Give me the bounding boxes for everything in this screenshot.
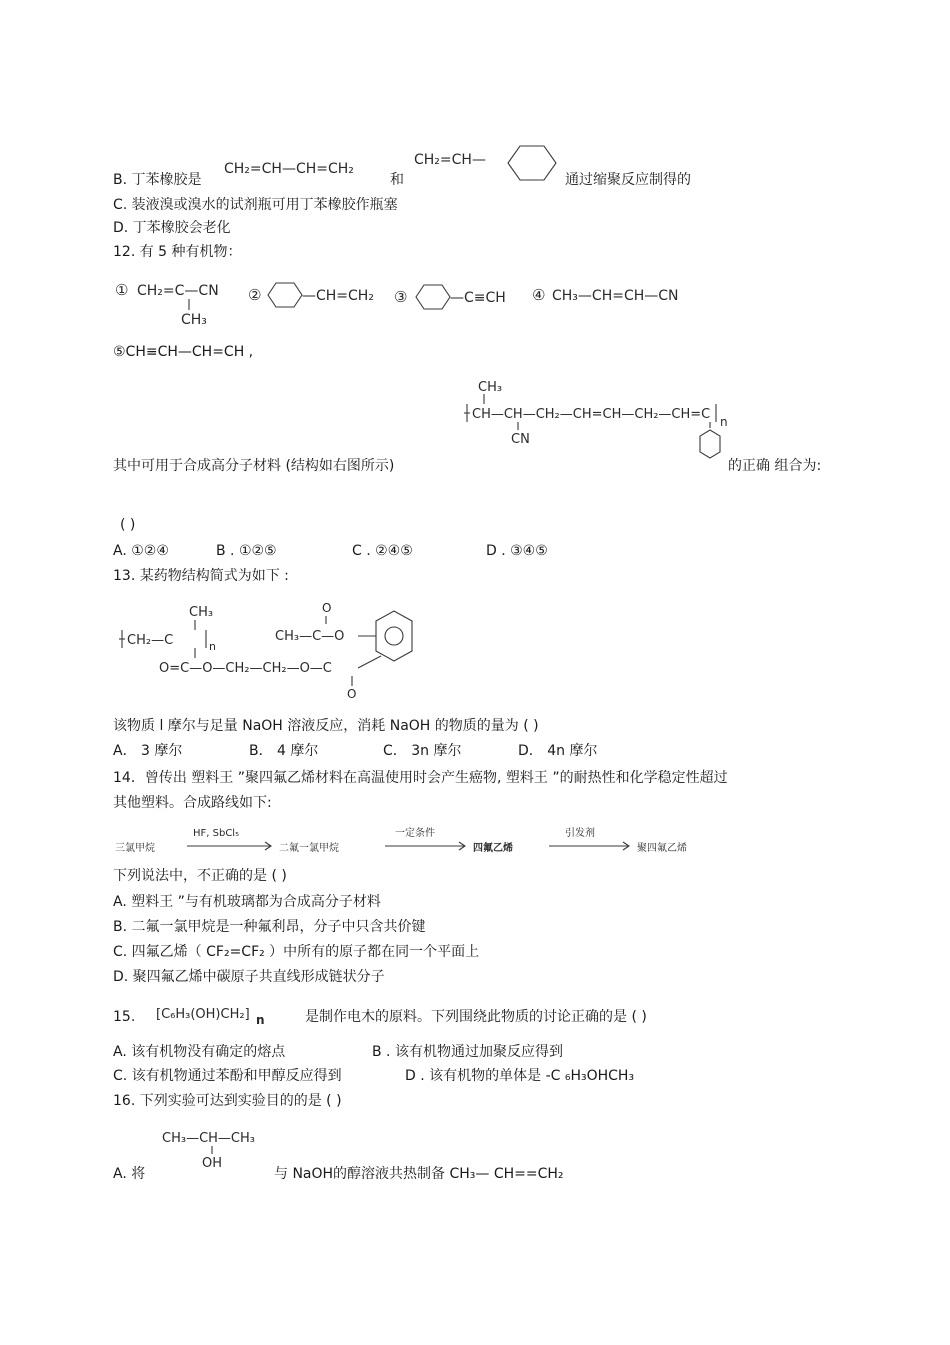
benzene-ring-icon xyxy=(700,430,720,458)
drug-subscript-n: n xyxy=(209,640,216,653)
aromatic-circle xyxy=(385,627,403,645)
route-difluorochloromethane: 二氟一氯甲烷 xyxy=(279,843,339,854)
drug-acetyl-group: CH₃—C—O xyxy=(275,629,345,644)
q14-option-a: A. 塑料王 ”与有机玻璃都为合成高分子材料 xyxy=(113,894,381,910)
q13-option-b: B． 4 摩尔 xyxy=(249,743,319,759)
butadiene-structure xyxy=(222,150,392,184)
styrene-structure xyxy=(412,140,562,186)
compound-5: ⑤CH≡CH—CH=CH , xyxy=(113,344,254,360)
compound-1-formula: CH₂=C—CN xyxy=(137,283,219,299)
compound-3-number: ③ xyxy=(394,288,408,306)
compound-4-number: ④ xyxy=(532,286,546,304)
drug-methyl: CH₃ xyxy=(189,605,214,620)
drug-ester-chain: O=C—O—CH₂—CH₂—O—C xyxy=(159,661,332,676)
q12-question-tail: 的正确 组合为: xyxy=(728,458,822,474)
q13-option-a: A． 3 摩尔 xyxy=(113,743,183,759)
ester-oxygen: O xyxy=(347,687,357,701)
q14-stem-line2: 其他塑料。合成路线如下: xyxy=(113,795,272,811)
q13-stem: 13. 某药物结构简式为如下 : xyxy=(113,568,289,584)
route-condition-2: 一定条件 xyxy=(395,828,435,839)
q14-option-c: C. 四氟乙烯（ CF₂=CF₂ ）中所有的原子都在同一个平面上 xyxy=(113,944,480,960)
q11-and: 和 xyxy=(390,172,404,188)
acetyl-oxygen: O xyxy=(322,601,332,615)
route-trichloromethane: 三氯甲烷 xyxy=(115,843,155,854)
q11-option-c: C. 装液溴或溴水的试剂瓶可用丁苯橡胶作瓶塞 xyxy=(113,197,398,213)
q14-question: 下列说法中，不正确的是 ( ) xyxy=(113,868,287,884)
route-condition-1: HF, SbCl₅ xyxy=(193,828,240,839)
q12-option-a: A. ①②④ xyxy=(113,543,169,559)
q13-option-d: D． 4n 摩尔 xyxy=(518,743,598,759)
route-ptfe: 聚四氟乙烯 xyxy=(637,843,687,854)
q14-option-d: D. 聚四氟乙烯中碳原子共直线形成链状分子 xyxy=(113,969,385,985)
synthesis-route xyxy=(113,822,723,860)
q12-option-c: C . ②④⑤ xyxy=(352,543,413,559)
q12-option-d: D . ③④⑤ xyxy=(486,543,548,559)
benzene-ring-icon xyxy=(268,283,302,307)
q16-option-a-prefix: A. 将 xyxy=(113,1166,146,1182)
compound-2-number: ② xyxy=(248,286,262,304)
q13-question: 该物质 l 摩尔与足量 NaOH 溶液反应，消耗 NaOH 的物质的量为 ( ) xyxy=(113,718,539,734)
bakelite-repeat-unit: [C₆H₃(OH)CH₂] xyxy=(156,1007,250,1022)
compound-2-vinyl: —CH=CH₂ xyxy=(302,288,374,304)
polymer-subscript-n: n xyxy=(720,415,728,429)
q12-answer-bracket: ( ) xyxy=(120,517,136,533)
q15-option-d: D . 该有机物的单体是 -C ₆H₃OHCH₃ xyxy=(405,1068,635,1084)
benzene-ring-icon xyxy=(416,285,450,309)
benzene-ring-icon xyxy=(376,611,412,661)
polymer-main-chain: CH—CH—CH₂—CH=CH—CH₂—CH=C xyxy=(472,407,711,422)
drug-structure xyxy=(113,596,423,706)
q15-option-b: B . 该有机物通过加聚反应得到 xyxy=(372,1044,563,1060)
q12-option-b: B . ①②⑤ xyxy=(216,543,277,559)
compound-4-formula: CH₃—CH=CH—CN xyxy=(552,288,679,304)
q11-option-d: D. 丁苯橡胶会老化 xyxy=(113,220,231,236)
q16-option-a-suffix: 与 NaOH的醇溶液共热制备 CH₃— CH==CH₂ xyxy=(274,1166,564,1182)
q14-stem-line1: 14．曾传出 塑料王 ”聚四氟乙烯材料在高温使用时会产生癌物, 塑料王 ”的耐热性和化学稳定性超过 xyxy=(113,770,728,786)
q16-stem: 16. 下列实验可达到实验目的的是 ( ) xyxy=(113,1093,342,1109)
compound-2-structure xyxy=(246,276,386,316)
q15-option-c: C. 该有机物通过苯酚和甲醇反应得到 xyxy=(113,1068,342,1084)
drug-backbone: CH₂—C xyxy=(127,633,174,648)
route-tetrafluoroethylene: 四氟乙烯 xyxy=(473,843,513,854)
isopropanol-hydroxyl: OH xyxy=(202,1156,223,1171)
isopropanol-chain: CH₃—CH—CH₃ xyxy=(162,1131,255,1146)
compound-1-number: ① xyxy=(115,281,129,299)
q13-option-c: C． 3n 摩尔 xyxy=(383,743,462,759)
polymer-methyl: CH₃ xyxy=(478,380,503,395)
route-condition-3: 引发剂 xyxy=(565,828,595,839)
q11-option-b-suffix: 通过缩聚反应制得的 xyxy=(565,172,691,188)
isopropanol-structure xyxy=(160,1124,280,1172)
q12-question-line: 其中可用于合成高分子材料 (结构如右图所示) xyxy=(113,458,395,474)
q15-number: 15. xyxy=(113,1009,136,1025)
bakelite-formula xyxy=(152,1000,282,1032)
compound-4-structure xyxy=(530,280,700,310)
polymer-cyano: CN xyxy=(511,432,530,447)
benzene-ring-icon xyxy=(508,146,556,180)
butadiene-formula: CH₂=CH—CH=CH₂ xyxy=(224,161,354,177)
q15-stem: 是制作电木的原料。下列围绕此物质的讨论正确的是 ( ) xyxy=(305,1009,647,1025)
bakelite-subscript-n: n xyxy=(256,1013,265,1027)
compound-3-ethynyl: —C≡CH xyxy=(450,290,506,306)
compound-1-methyl: CH₃ xyxy=(181,312,207,328)
styrene-vinyl-formula: CH₂=CH— xyxy=(414,152,486,168)
q15-option-a: A. 该有机物没有确定的熔点 xyxy=(113,1044,286,1060)
q11-option-b-prefix: B. 丁苯橡胶是 xyxy=(113,172,202,188)
compound-3-structure xyxy=(392,276,522,316)
q14-option-b: B. 二氟一氯甲烷是一种氟利昂，分子中只含共价键 xyxy=(113,919,426,935)
compound-1-structure xyxy=(113,276,243,330)
q12-stem: 12. 有 5 种有机物： xyxy=(113,244,242,260)
polymer-structure xyxy=(458,376,748,470)
